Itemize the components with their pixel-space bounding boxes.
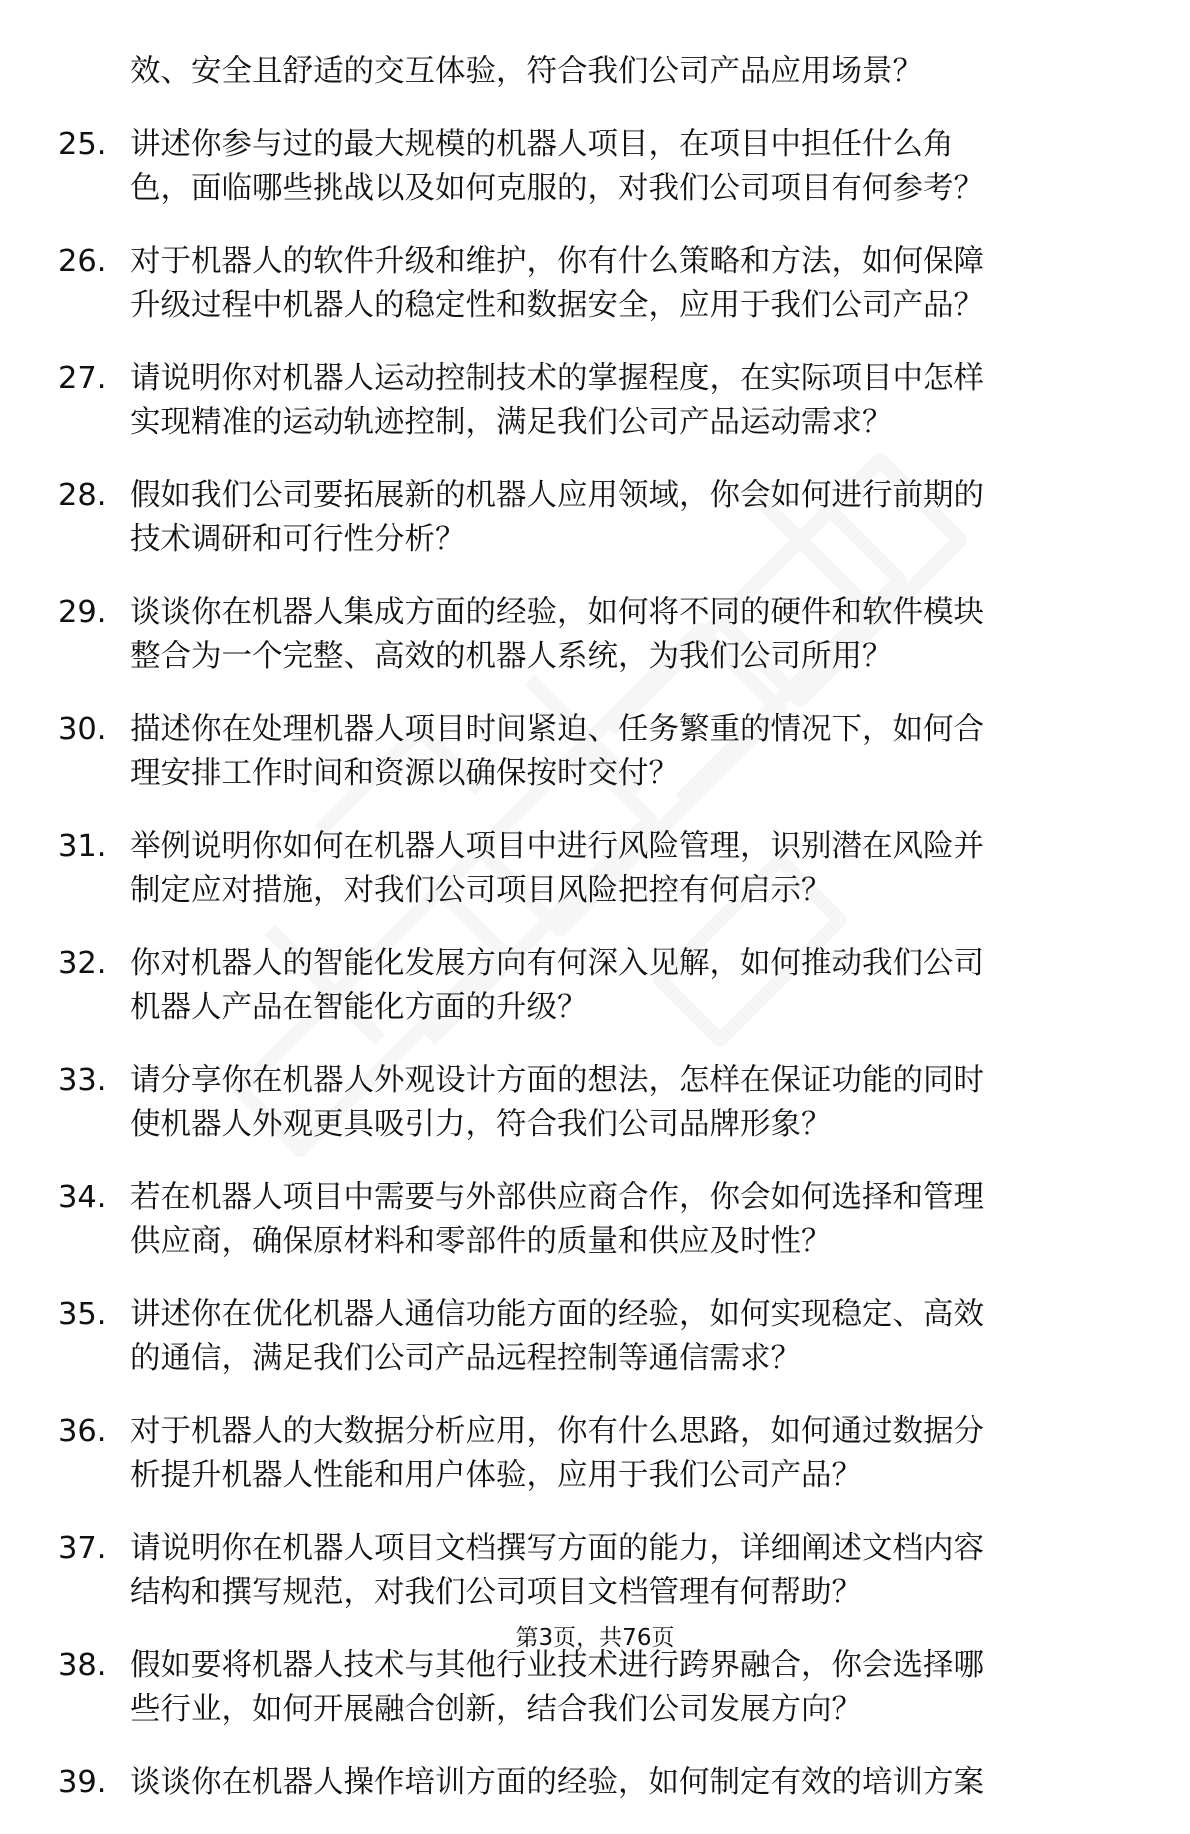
question-text bbox=[58, 1527, 1118, 1615]
question-text bbox=[58, 1176, 1118, 1264]
question-line: 请说明你对机器人运动控制技术的掌握程度，在实际项目中怎样 bbox=[130, 361, 984, 396]
question-line: 谈谈你在机器人集成方面的经验，如何将不同的硬件和软件模块 bbox=[130, 595, 984, 630]
question-line: 讲述你参与过的最大规模的机器人项目，在项目中担任什么角 bbox=[130, 127, 954, 162]
question-text bbox=[58, 942, 1118, 1030]
question-item bbox=[58, 240, 1118, 328]
question-item bbox=[58, 1644, 1118, 1732]
question-line: 供应商，确保原材料和零部件的质量和供应及时性？ bbox=[130, 1224, 832, 1259]
question-text bbox=[58, 1644, 1118, 1732]
question-list bbox=[58, 50, 1118, 1834]
question-text bbox=[58, 1293, 1118, 1381]
question-item bbox=[58, 123, 1118, 211]
question-line: 讲述你在优化机器人通信功能方面的经验，如何实现稳定、高效 bbox=[130, 1297, 984, 1332]
question-line: 对于机器人的软件升级和维护，你有什么策略和方法，如何保障 bbox=[130, 244, 984, 279]
question-line: 理安排工作时间和资源以确保按时交付？ bbox=[130, 756, 679, 791]
question-number: 25. bbox=[58, 127, 107, 162]
question-text bbox=[58, 1410, 1118, 1498]
page-number-footer: 第3页，共76页 bbox=[515, 1625, 675, 1651]
question-line: 结构和撰写规范，对我们公司项目文档管理有何帮助？ bbox=[130, 1575, 862, 1610]
question-line: 举例说明你如何在机器人项目中进行风险管理，识别潜在风险并 bbox=[130, 829, 984, 864]
question-number: 29. bbox=[58, 595, 107, 630]
question-item bbox=[58, 591, 1118, 679]
question-item bbox=[58, 1293, 1118, 1381]
question-item bbox=[58, 1059, 1118, 1147]
question-number: 28. bbox=[58, 478, 107, 513]
continuation-line: 效、安全且舒适的交互体验，符合我们公司产品应用场景？ bbox=[130, 54, 923, 89]
question-number: 32. bbox=[58, 946, 107, 981]
question-text bbox=[58, 123, 1118, 211]
question-item bbox=[58, 1527, 1118, 1615]
question-item bbox=[58, 474, 1118, 562]
question-item bbox=[58, 1761, 1118, 1805]
question-line: 技术调研和可行性分析？ bbox=[130, 522, 466, 557]
question-number: 34. bbox=[58, 1180, 107, 1215]
question-number: 33. bbox=[58, 1063, 107, 1098]
question-line: 机器人产品在智能化方面的升级？ bbox=[130, 990, 588, 1025]
question-line: 假如我们公司要拓展新的机器人应用领域，你会如何进行前期的 bbox=[130, 478, 984, 513]
question-item bbox=[58, 1410, 1118, 1498]
question-item bbox=[58, 1176, 1118, 1264]
question-line: 色，面临哪些挑战以及如何克服的，对我们公司项目有何参考？ bbox=[130, 171, 984, 206]
question-text bbox=[58, 357, 1118, 445]
question-line: 你对机器人的智能化发展方向有何深入见解，如何推动我们公司 bbox=[130, 946, 984, 981]
question-text bbox=[58, 591, 1118, 679]
question-item bbox=[58, 825, 1118, 913]
question-line: 析提升机器人性能和用户体验，应用于我们公司产品？ bbox=[130, 1458, 862, 1493]
question-number: 36. bbox=[58, 1414, 107, 1449]
question-number: 27. bbox=[58, 361, 107, 396]
question-line: 描述你在处理机器人项目时间紧迫、任务繁重的情况下，如何合 bbox=[130, 712, 984, 747]
question-number: 31. bbox=[58, 829, 107, 864]
question-number: 35. bbox=[58, 1297, 107, 1332]
question-text bbox=[58, 1761, 1118, 1805]
question-line: 整合为一个完整、高效的机器人系统，为我们公司所用？ bbox=[130, 639, 893, 674]
question-text bbox=[58, 474, 1118, 562]
question-line: 假如要将机器人技术与其他行业技术进行跨界融合，你会选择哪 bbox=[130, 1648, 984, 1683]
question-item bbox=[58, 942, 1118, 1030]
question-text bbox=[58, 1059, 1118, 1147]
question-line: 使机器人外观更具吸引力，符合我们公司品牌形象？ bbox=[130, 1107, 832, 1142]
question-item bbox=[58, 357, 1118, 445]
question-line: 对于机器人的大数据分析应用，你有什么思路，如何通过数据分 bbox=[130, 1414, 984, 1449]
question-number: 38. bbox=[58, 1648, 107, 1683]
question-line: 制定应对措施，对我们公司项目风险把控有何启示？ bbox=[130, 873, 832, 908]
question-line: 请说明你在机器人项目文档撰写方面的能力，详细阐述文档内容 bbox=[130, 1531, 984, 1566]
question-line: 升级过程中机器人的稳定性和数据安全，应用于我们公司产品？ bbox=[130, 288, 984, 323]
question-line: 若在机器人项目中需要与外部供应商合作，你会如何选择和管理 bbox=[130, 1180, 984, 1215]
question-text bbox=[58, 240, 1118, 328]
question-line: 些行业，如何开展融合创新，结合我们公司发展方向？ bbox=[130, 1692, 862, 1727]
question-line: 请分享你在机器人外观设计方面的想法，怎样在保证功能的同时 bbox=[130, 1063, 984, 1098]
question-item bbox=[58, 708, 1118, 796]
question-text bbox=[58, 708, 1118, 796]
question-number: 30. bbox=[58, 712, 107, 747]
question-number: 26. bbox=[58, 244, 107, 279]
question-number: 37. bbox=[58, 1531, 107, 1566]
question-number: 39. bbox=[58, 1765, 107, 1800]
question-text bbox=[58, 825, 1118, 913]
question-line: 实现精准的运动轨迹控制，满足我们公司产品运动需求？ bbox=[130, 405, 893, 440]
question-line: 谈谈你在机器人操作培训方面的经验，如何制定有效的培训方案 bbox=[130, 1765, 984, 1800]
question-line: 的通信，满足我们公司产品远程控制等通信需求？ bbox=[130, 1341, 801, 1376]
